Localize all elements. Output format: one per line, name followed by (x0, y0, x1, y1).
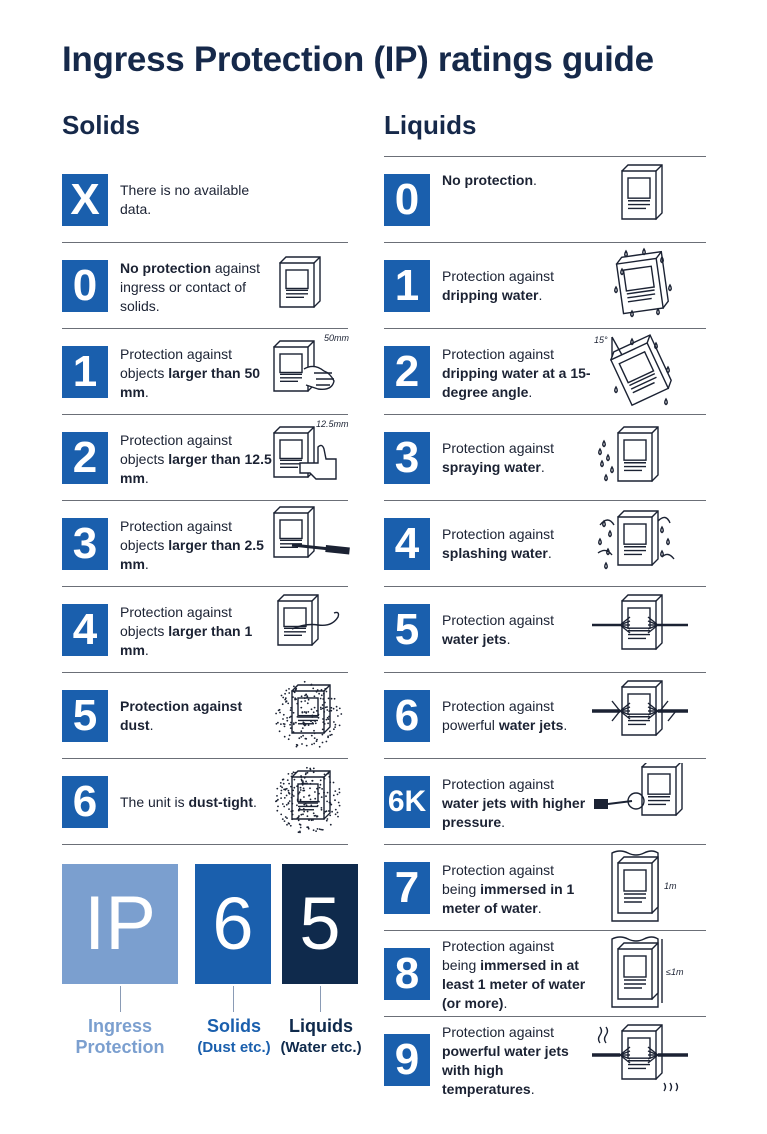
liquids-row (384, 673, 706, 759)
annotation-l2: 15° (594, 335, 608, 345)
liquids-row (384, 1017, 706, 1103)
annotation-s1: 50mm (324, 333, 350, 343)
solids-row (62, 329, 348, 415)
rating-code-badge: 0 (384, 174, 430, 226)
rating-description: There is no available data. (120, 182, 250, 217)
rating-code-badge: 6K (384, 776, 430, 828)
row-divider (62, 844, 348, 845)
rating-description: Protection against being immersed in at least 1 meter of water (or more). (442, 938, 586, 1011)
rating-illustration (592, 935, 688, 1013)
annotation-l8: ≤1m (666, 967, 684, 977)
annotation-l7: 1m (664, 881, 677, 891)
solids-row (62, 587, 348, 673)
liquids-row (384, 329, 706, 415)
solids-row (62, 759, 348, 845)
rating-description: No protection. (442, 172, 537, 188)
rating-illustration (270, 161, 354, 239)
rating-code-badge: 9 (384, 1034, 430, 1086)
rating-code-badge: 1 (62, 346, 108, 398)
rating-illustration (592, 1021, 688, 1099)
liquids-row (384, 415, 706, 501)
ip-connector (120, 986, 121, 1012)
rating-description: Protection against spraying water. (442, 440, 555, 475)
rating-illustration (592, 419, 688, 497)
page-title: Ingress Protection (IP) ratings guide (62, 40, 654, 79)
liquids-row (384, 931, 706, 1017)
rating-description: Protection against powerful water jets with high temperatures. (442, 1024, 569, 1097)
rating-illustration (592, 333, 688, 411)
rating-illustration (270, 505, 354, 583)
solids-row (62, 415, 348, 501)
rating-description: Protection against water jets with higher pressure. (442, 776, 586, 830)
rating-illustration (592, 763, 688, 841)
ip-tile: IP (62, 864, 178, 984)
ip-label: Ingress Protection (75, 1016, 165, 1057)
solids-digit-tile: 6 (195, 864, 271, 984)
rating-description: Protection against water jets. (442, 612, 555, 647)
liquids-row (384, 845, 706, 931)
liquids-digit-tile: 5 (282, 864, 358, 984)
solids-row (62, 673, 348, 759)
rating-description: Protection against being immersed in 1 meter of water. (442, 862, 575, 916)
rating-code-badge: 1 (384, 260, 430, 312)
rating-code-badge: 7 (384, 862, 430, 914)
rating-illustration (592, 677, 688, 755)
rating-description: Protection against dripping water at a 15-degree angle. (442, 346, 591, 400)
rating-illustration (592, 591, 688, 669)
solids-row (62, 501, 348, 587)
rating-illustration (270, 247, 354, 325)
rating-illustration (270, 763, 354, 841)
rating-code-badge: 4 (384, 518, 430, 570)
rating-description: Protection against objects larger than 12.5 mm. (120, 432, 272, 486)
solids-row (62, 157, 348, 243)
liquids-row (384, 501, 706, 587)
rating-code-badge: 5 (384, 604, 430, 656)
rating-illustration (270, 591, 354, 669)
solids-heading: Solids (62, 110, 141, 140)
rating-code-badge: 8 (384, 948, 430, 1000)
rating-illustration (270, 333, 354, 411)
rating-illustration (270, 677, 354, 755)
liquids-row (384, 157, 706, 243)
liquids-row (384, 759, 706, 845)
rating-code-badge: X (62, 174, 108, 226)
solids-label: Solids (Dust etc.) (197, 1016, 271, 1056)
solids-row (62, 243, 348, 329)
rating-code-badge: 3 (62, 518, 108, 570)
solids-connector (233, 986, 234, 1012)
rating-description: Protection against objects larger than 1 mm. (120, 604, 253, 658)
rating-code-badge: 0 (62, 260, 108, 312)
rating-illustration (592, 161, 688, 239)
rating-code-badge: 2 (384, 346, 430, 398)
rating-description: Protection against dust. (120, 698, 243, 733)
liquids-connector (320, 986, 321, 1012)
annotation-s2: 12.5mm (316, 419, 349, 429)
rating-code-badge: 6 (62, 776, 108, 828)
rating-description: Protection against splashing water. (442, 526, 555, 561)
liquids-row (384, 587, 706, 673)
rating-code-badge: 6 (384, 690, 430, 742)
rating-illustration (592, 505, 688, 583)
rating-code-badge: 4 (62, 604, 108, 656)
rating-description: Protection against objects larger than 2.5 mm. (120, 518, 264, 572)
rating-description: Protection against dripping water. (442, 268, 555, 303)
liquids-row (384, 243, 706, 329)
rating-illustration (592, 247, 688, 325)
rating-code-badge: 3 (384, 432, 430, 484)
rating-code-badge: 2 (62, 432, 108, 484)
rating-code-badge: 5 (62, 690, 108, 742)
rating-illustration (592, 849, 688, 927)
rating-description: Protection against objects larger than 50 mm. (120, 346, 261, 400)
rating-description: Protection against powerful water jets. (442, 698, 568, 733)
rating-description: The unit is dust-tight. (120, 794, 257, 810)
liquids-label: Liquids (Water etc.) (280, 1016, 362, 1056)
rating-description: No protection against ingress or contact of solids. (120, 260, 261, 314)
rating-illustration (270, 419, 354, 497)
liquids-heading: Liquids (384, 110, 477, 140)
